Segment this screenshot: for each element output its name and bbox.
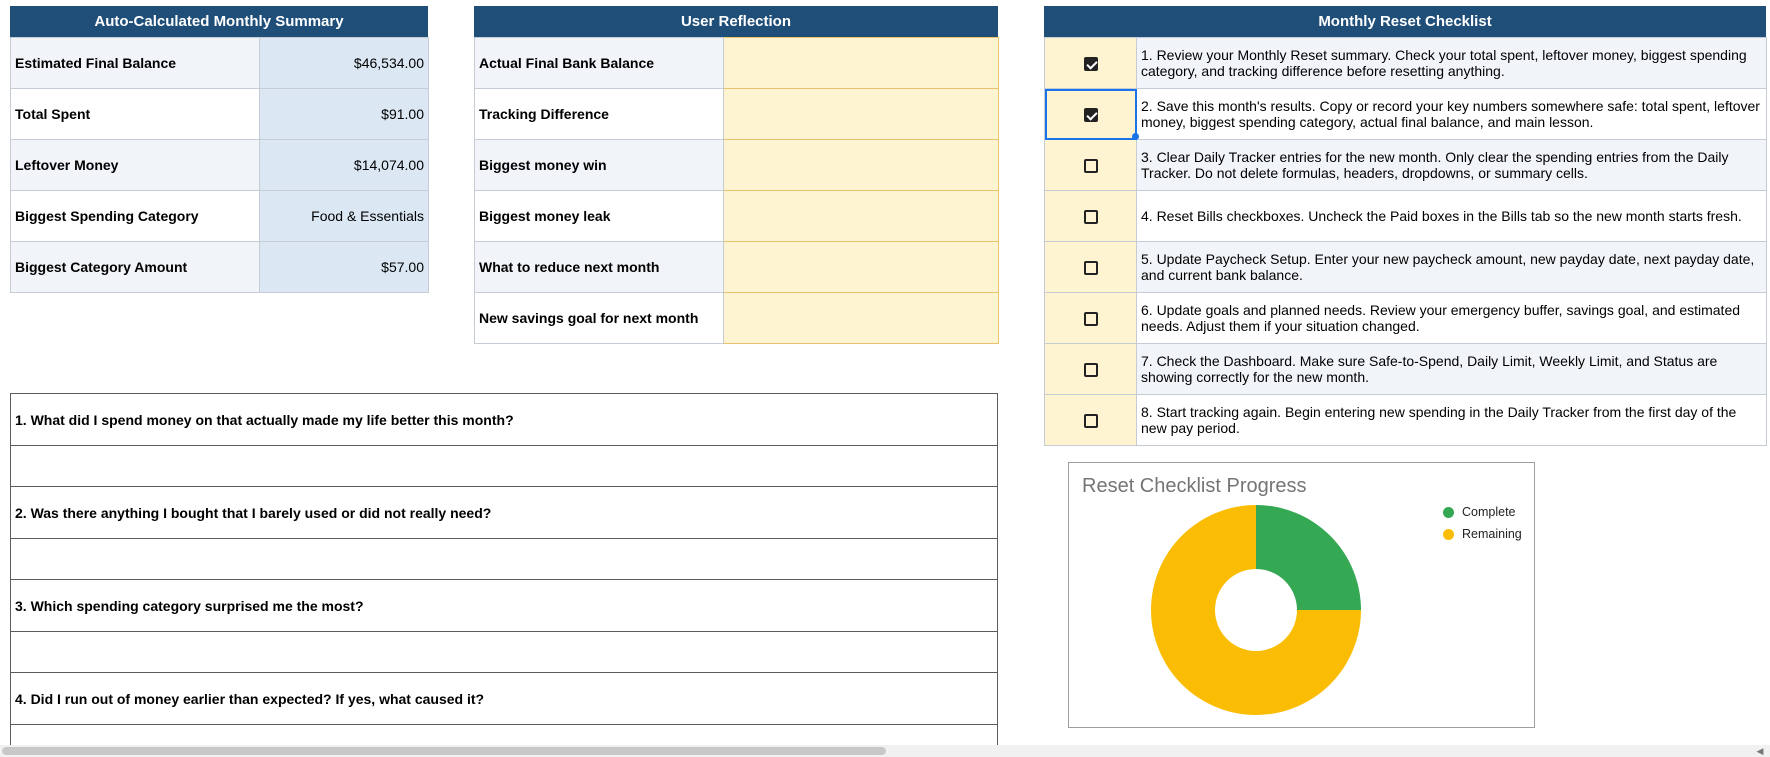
summary-row bbox=[11, 140, 429, 191]
reflection-row bbox=[475, 89, 999, 140]
summary-row bbox=[11, 38, 429, 89]
summary-value[interactable]: Food & Essentials bbox=[260, 191, 429, 242]
checklist-row bbox=[1045, 395, 1767, 446]
checklist-section bbox=[1044, 6, 1766, 446]
checklist-checkbox-cell[interactable] bbox=[1045, 140, 1137, 191]
question-row bbox=[11, 487, 998, 539]
answer-cell[interactable] bbox=[11, 539, 998, 580]
summary-label[interactable]: Total Spent bbox=[11, 89, 260, 140]
checkbox[interactable] bbox=[1084, 159, 1098, 173]
chart-panel[interactable] bbox=[1068, 462, 1535, 728]
reflection-label[interactable]: Biggest money leak bbox=[475, 191, 724, 242]
summary-label[interactable]: Leftover Money bbox=[11, 140, 260, 191]
checklist-checkbox-cell[interactable] bbox=[1045, 293, 1137, 344]
checklist-row bbox=[1045, 242, 1767, 293]
checklist-row bbox=[1045, 140, 1767, 191]
checklist-checkbox-cell[interactable] bbox=[1045, 89, 1137, 140]
selection-handle[interactable] bbox=[1132, 133, 1139, 140]
scroll-left-arrow-icon[interactable]: ◀ bbox=[1756, 746, 1764, 756]
checklist-task-text: 7. Check the Dashboard. Make sure Safe-to-Spend, Daily Limit, Weekly Limit, and Status are showing correctly for the new month. bbox=[1137, 344, 1767, 395]
question-row bbox=[11, 580, 998, 632]
checklist-header: Monthly Reset Checklist bbox=[1044, 6, 1766, 37]
checklist-row bbox=[1045, 293, 1767, 344]
reflection-row bbox=[475, 293, 999, 344]
checkbox[interactable] bbox=[1084, 108, 1098, 122]
reflection-row bbox=[475, 38, 999, 89]
checklist-task-text: 2. Save this month's results. Copy or record your key numbers somewhere safe: total spent, leftover money, biggest spending category, actual final balance, and main lesson. bbox=[1137, 89, 1767, 140]
checklist-checkbox-cell[interactable] bbox=[1045, 38, 1137, 89]
checkbox[interactable] bbox=[1084, 210, 1098, 224]
questions-table bbox=[10, 393, 998, 745]
reflection-row bbox=[475, 242, 999, 293]
checklist-checkbox-cell[interactable] bbox=[1045, 242, 1137, 293]
checkbox[interactable] bbox=[1084, 261, 1098, 275]
answer-row bbox=[11, 446, 998, 487]
question-row bbox=[11, 394, 998, 446]
checklist-checkbox-cell[interactable] bbox=[1045, 344, 1137, 395]
summary-value[interactable]: $91.00 bbox=[260, 89, 429, 140]
summary-value[interactable]: $57.00 bbox=[260, 242, 429, 293]
legend-label: Complete bbox=[1462, 505, 1516, 519]
checklist-table bbox=[1044, 37, 1767, 446]
checklist-checkbox-cell[interactable] bbox=[1045, 191, 1137, 242]
checkbox[interactable] bbox=[1084, 414, 1098, 428]
summary-row bbox=[11, 242, 429, 293]
reflection-section bbox=[474, 6, 998, 344]
legend-swatch bbox=[1443, 507, 1454, 518]
answer-row bbox=[11, 632, 998, 673]
answer-cell[interactable] bbox=[11, 632, 998, 673]
summary-section bbox=[10, 6, 428, 293]
checklist-task-text: 5. Update Paycheck Setup. Enter your new paycheck amount, new payday date, next payday date, and current bank balance. bbox=[1137, 242, 1767, 293]
summary-label[interactable]: Estimated Final Balance bbox=[11, 38, 260, 89]
legend-label: Remaining bbox=[1462, 527, 1522, 541]
reflection-row bbox=[475, 191, 999, 242]
checklist-task-text: 6. Update goals and planned needs. Review your emergency buffer, savings goal, and estimated needs. Adjust them if your situation changed. bbox=[1137, 293, 1767, 344]
scrollbar-thumb[interactable] bbox=[2, 747, 886, 755]
reflection-label[interactable]: New savings goal for next month bbox=[475, 293, 724, 344]
summary-row bbox=[11, 191, 429, 242]
reflection-label[interactable]: Biggest money win bbox=[475, 140, 724, 191]
checklist-task-text: 4. Reset Bills checkboxes. Uncheck the Paid boxes in the Bills tab so the new month starts fresh. bbox=[1137, 191, 1767, 242]
checklist-row bbox=[1045, 38, 1767, 89]
reflection-label[interactable]: Actual Final Bank Balance bbox=[475, 38, 724, 89]
checkbox[interactable] bbox=[1084, 363, 1098, 377]
reflection-header: User Reflection bbox=[474, 6, 998, 37]
answer-row bbox=[11, 725, 998, 746]
checklist-task-text: 3. Clear Daily Tracker entries for the new month. Only clear the spending entries from the Daily Tracker. Do not delete formulas, headers, dropdowns, or summary cells. bbox=[1137, 140, 1767, 191]
question-text[interactable]: 1. What did I spend money on that actually made my life better this month? bbox=[11, 394, 998, 446]
summary-label[interactable]: Biggest Spending Category bbox=[11, 191, 260, 242]
checklist-row bbox=[1045, 344, 1767, 395]
reflection-entry-cell[interactable] bbox=[724, 293, 999, 344]
checklist-task-text: 8. Start tracking again. Begin entering new spending in the Daily Tracker from the first day of the new pay period. bbox=[1137, 395, 1767, 446]
questions-section bbox=[10, 393, 998, 745]
answer-cell[interactable] bbox=[11, 446, 998, 487]
summary-value[interactable]: $46,534.00 bbox=[260, 38, 429, 89]
checklist-task-text: 1. Review your Monthly Reset summary. Check your total spent, leftover money, biggest spending category, and tracking difference before resetting anything. bbox=[1137, 38, 1767, 89]
checklist-checkbox-cell[interactable] bbox=[1045, 395, 1137, 446]
reflection-entry-cell[interactable] bbox=[724, 140, 999, 191]
question-text[interactable]: 4. Did I run out of money earlier than expected? If yes, what caused it? bbox=[11, 673, 998, 725]
summary-table bbox=[10, 37, 429, 293]
reflection-entry-cell[interactable] bbox=[724, 38, 999, 89]
answer-row bbox=[11, 539, 998, 580]
donut-slice-complete[interactable] bbox=[1256, 505, 1361, 610]
summary-label[interactable]: Biggest Category Amount bbox=[11, 242, 260, 293]
reflection-label[interactable]: Tracking Difference bbox=[475, 89, 724, 140]
legend-item[interactable] bbox=[1443, 501, 1522, 523]
legend-swatch bbox=[1443, 529, 1454, 540]
reflection-entry-cell[interactable] bbox=[724, 191, 999, 242]
summary-row bbox=[11, 89, 429, 140]
question-text[interactable]: 2. Was there anything I bought that I barely used or did not really need? bbox=[11, 487, 998, 539]
summary-header: Auto-Calculated Monthly Summary bbox=[10, 6, 428, 37]
checkbox[interactable] bbox=[1084, 312, 1098, 326]
reflection-entry-cell[interactable] bbox=[724, 89, 999, 140]
question-row bbox=[11, 673, 998, 725]
question-text[interactable]: 3. Which spending category surprised me the most? bbox=[11, 580, 998, 632]
reflection-row bbox=[475, 140, 999, 191]
checkbox[interactable] bbox=[1084, 57, 1098, 71]
reflection-table bbox=[474, 37, 999, 344]
summary-value[interactable]: $14,074.00 bbox=[260, 140, 429, 191]
answer-cell[interactable] bbox=[11, 725, 998, 746]
reflection-entry-cell[interactable] bbox=[724, 242, 999, 293]
horizontal-scrollbar[interactable] bbox=[0, 745, 1770, 757]
legend-item[interactable] bbox=[1443, 523, 1522, 545]
checklist-row bbox=[1045, 89, 1767, 140]
checklist-row bbox=[1045, 191, 1767, 242]
chart-title: Reset Checklist Progress bbox=[1082, 475, 1307, 497]
reflection-label[interactable]: What to reduce next month bbox=[475, 242, 724, 293]
chart-legend bbox=[1443, 501, 1522, 545]
